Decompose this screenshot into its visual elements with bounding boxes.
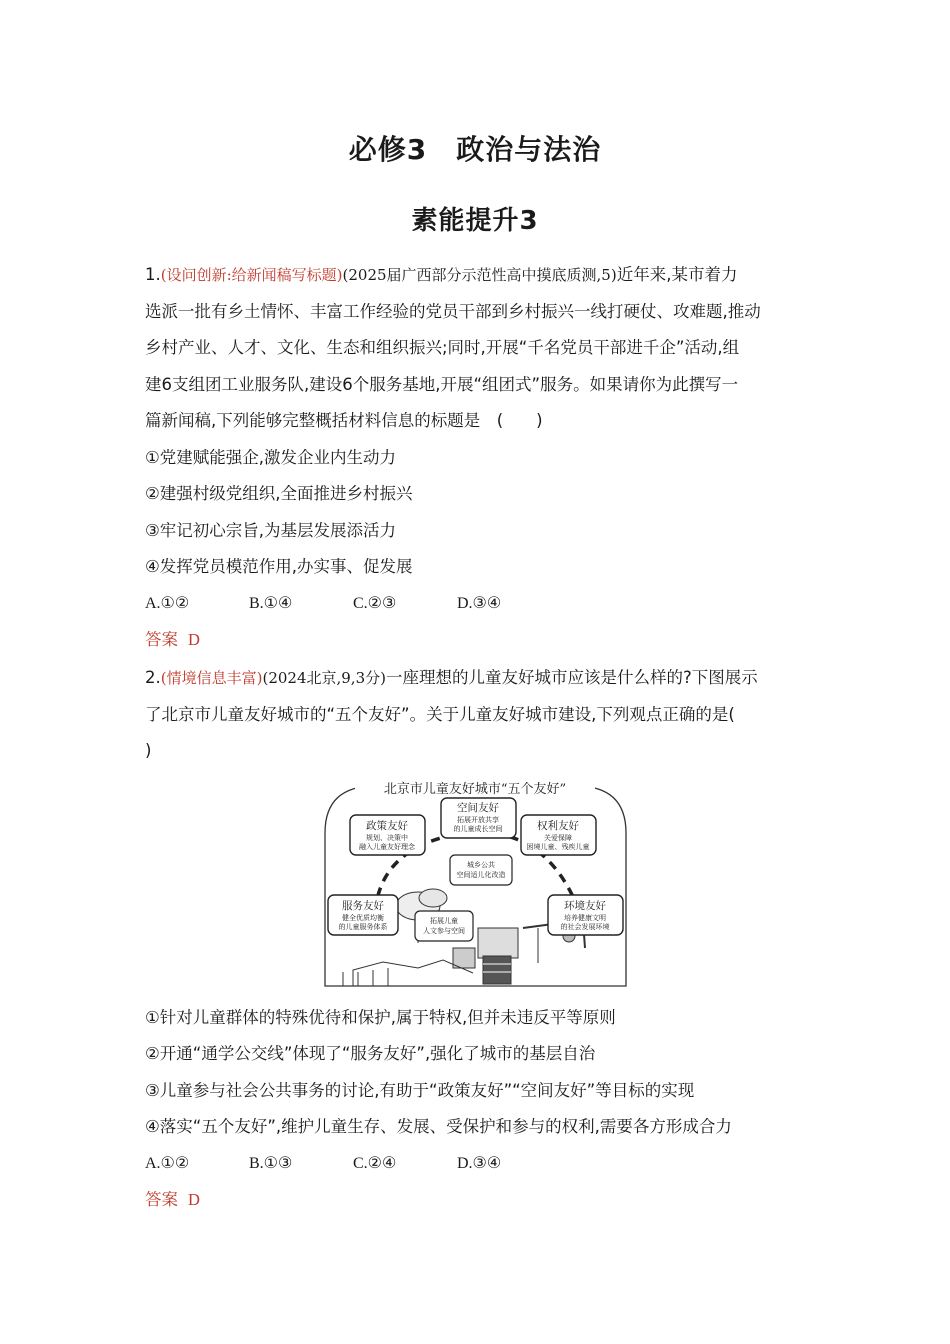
box-desc: 融入儿童友好理念: [359, 842, 415, 851]
option-c[interactable]: C.②③: [353, 594, 397, 612]
question-1-tag: (设问创新:给新闻稿写标题): [160, 266, 343, 284]
box-desc: 拓展开放共享: [457, 815, 499, 824]
page-subtitle: 素能提升3: [411, 206, 539, 236]
question-2-options: [145, 1146, 810, 1183]
question-1-stem: [145, 257, 810, 294]
question-2-statement: ②开通“通学公交线”体现了“服务友好”,强化了城市的基层自治: [145, 1044, 596, 1063]
question-2-statements: [145, 1000, 810, 1146]
question-1-options: [145, 586, 810, 623]
box-desc: 规划、决策中: [366, 833, 408, 842]
question-1-statement: ①党建赋能强企,激发企业内生动力: [145, 447, 397, 467]
note-text: 空间适儿化改造: [456, 870, 506, 879]
note-frame: [415, 911, 473, 941]
option-b[interactable]: B.①③: [249, 1154, 293, 1172]
box-space-friendly: [441, 798, 516, 838]
answer-value: D: [188, 1190, 200, 1209]
question-2-stem-lead: 一座理想的儿童友好城市应该是什么样的?下图展示: [385, 668, 758, 687]
question-2-source: (2024北京,9,3分): [262, 669, 386, 687]
figure-title: 北京市儿童友好城市“五个友好”: [383, 781, 567, 797]
note-text: 拓展儿童: [430, 916, 458, 925]
question-2-stem: [145, 660, 810, 697]
question-1-stem-lead: 近年来,某市着力: [616, 265, 738, 284]
option-a[interactable]: A.①②: [145, 1154, 190, 1172]
question-1-statement: ③牢记初心宗旨,为基层发展添活力: [145, 520, 397, 540]
question-2-statement: ④落实“五个友好”,维护儿童生存、发展、受保护和参与的权利,需要各方形成合力: [145, 1117, 732, 1136]
five-friendly-figure: [323, 778, 628, 988]
page-title: 必修3 政治与法治: [348, 133, 602, 166]
question-1-stem-line: 篇新闻稿,下列能够完整概括材料信息的标题是 ( ): [145, 411, 543, 430]
question-2-stem-line: 了北京市儿童友好城市的“五个友好”。关于儿童友好城市建设,下列观点正确的是(: [145, 704, 735, 724]
question-1-answer: [145, 622, 810, 659]
box-title: 政策友好: [366, 819, 408, 832]
question-2-stem-line: ): [145, 741, 152, 760]
question-1-stem-line: 选派一批有乡土情怀、丰富工作经验的党员干部到乡村振兴一线打硬仗、攻难题,推动: [145, 301, 761, 321]
question-2-number: 2.: [145, 668, 161, 687]
box-desc: 的社会发展环境: [560, 922, 610, 931]
question-2-statement: ①针对儿童群体的特殊优待和保护,属于特权,但并未违反平等原则: [145, 1007, 616, 1027]
answer-label: 答案: [145, 1190, 178, 1209]
box-title: 环境友好: [564, 899, 606, 912]
box-desc: 健全优质均衡: [342, 913, 384, 922]
box-desc: 的儿童成长空间: [453, 824, 503, 833]
box-environment-friendly: [548, 895, 623, 935]
question-1-source: (2025届广西部分示范性高中摸底质测,5): [342, 266, 617, 284]
note-frame: [450, 855, 512, 885]
box-policy-friendly: [350, 815, 425, 855]
option-c[interactable]: C.②④: [353, 1154, 397, 1172]
box-desc: 的儿童服务体系: [338, 922, 388, 931]
question-2-statement: ③儿童参与社会公共事务的讨论,有助于“政策友好”“空间友好”等目标的实现: [145, 1080, 695, 1100]
box-rights-friendly: [521, 815, 596, 855]
answer-label: 答案: [145, 630, 178, 649]
note-children-humanities-space: [415, 911, 473, 941]
note-text: 人文参与空间: [423, 926, 465, 935]
box-title: 空间友好: [457, 801, 499, 814]
box-title: 权利友好: [537, 819, 579, 832]
question-1-statement: ④发挥党员模范作用,办实事、促发展: [145, 557, 413, 576]
note-text: 城乡公共: [467, 860, 495, 869]
option-a[interactable]: A.①②: [145, 594, 190, 612]
question-2-tag: (情境信息丰富): [160, 669, 263, 687]
box-desc: 困境儿童、残疾儿童: [526, 842, 590, 851]
box-service-friendly: [328, 895, 398, 935]
question-2: [145, 660, 810, 1219]
answer-value: D: [188, 630, 200, 649]
option-b[interactable]: B.①④: [249, 594, 293, 612]
box-desc: 关爱保障: [544, 833, 572, 842]
note-urban-rural-space: [450, 855, 512, 885]
question-1-statement: ②建强村级党组织,全面推进乡村振兴: [145, 484, 413, 503]
question-1-stem-line: 建6支组团工业服务队,建设6个服务基地,开展“组团式”服务。如果请你为此撰写一: [145, 374, 739, 394]
box-desc: 培养健康文明: [564, 913, 606, 922]
box-title: 服务友好: [342, 899, 384, 912]
option-d[interactable]: D.③④: [457, 594, 502, 612]
figure-container: [145, 770, 810, 1000]
option-d[interactable]: D.③④: [457, 1154, 502, 1172]
question-2-answer: [145, 1182, 810, 1219]
question-1: [145, 257, 810, 659]
question-1-stem-line: 乡村产业、人才、文化、生态和组织振兴;同时,开展“千名党员干部进千企”活动,组: [145, 338, 740, 357]
question-1-number: 1.: [145, 265, 161, 284]
